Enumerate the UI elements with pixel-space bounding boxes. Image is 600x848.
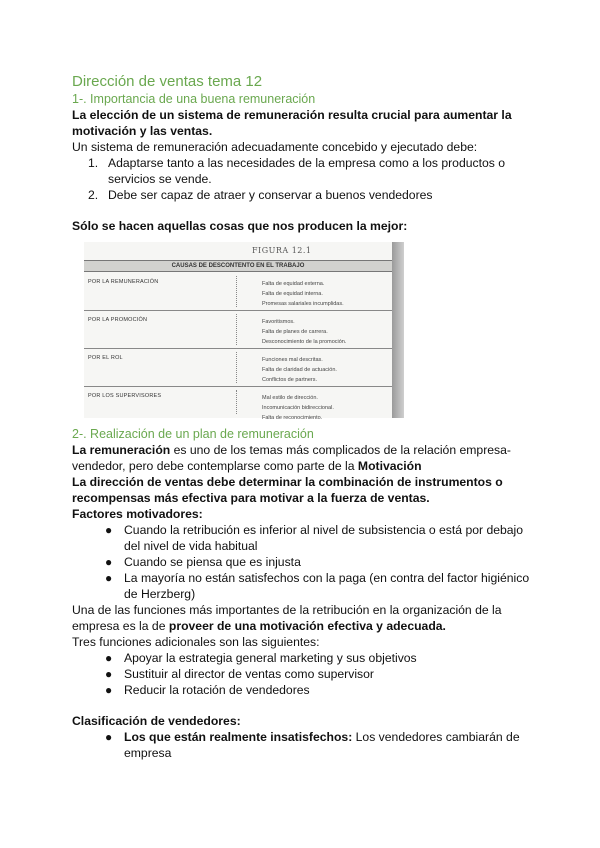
- section2-heading: 2-. Realización de un plan de remuneración: [72, 427, 314, 441]
- page-fold-shadow: [392, 242, 404, 418]
- section1-bold-intro: La elección de un sistema de remuneración resulta crucial para aumentar la motivación y las ventas.: [72, 108, 512, 138]
- list-item: ● Apoyar la estrategia general marketing y sus objetivos: [105, 651, 417, 665]
- section2-paragraph-3: Una de las funciones más importantes de la retribución en la organización de la empresa es la de proveer de una motivación efectiva y adecuada.: [72, 603, 502, 633]
- list-item: 2. Debe ser capaz de atraer y conservar a buenos vendedores: [88, 188, 433, 202]
- figure-table-row: POR EL ROL Funciones mal descritas. Falta de claridad de actuación. Conflictos de partners.: [84, 349, 392, 387]
- section2-paragraph-4: Tres funciones adicionales son las siguientes:: [72, 635, 320, 649]
- document-title: Dirección de ventas tema 12: [72, 73, 263, 90]
- figure-table-row: POR LA PROMOCIÓN Favoritismos. Falta de planes de carrera. Desconocimiento de la promoción.: [84, 311, 392, 349]
- functions-list: [88, 650, 532, 698]
- classification-heading: Clasificación de vendedores:: [72, 714, 241, 728]
- list-item: 1. Adaptarse tanto a las necesidades de la empresa como a los productos o servicios se vende.: [88, 156, 506, 186]
- list-item: ● La mayoría no están satisfechos con la paga (en contra del factor higiénico de Herzberg): [105, 571, 530, 601]
- list-item: ● Reducir la rotación de vendedores: [105, 683, 310, 697]
- figure-caption: FIGURA 12.1: [252, 246, 312, 255]
- list-item: ● Los que están realmente insatisfechos: Los vendedores cambiarán de empresa: [105, 730, 520, 760]
- section1-numbered-list: [88, 155, 532, 203]
- figure-table-row: POR LOS SUPERVISORES Mal estilo de dirección. Incomunicación bidireccional. Falta de reconocimiento.: [84, 387, 392, 417]
- list-item: ● Cuando se piensa que es injusta: [105, 555, 301, 569]
- classification-list: [88, 729, 532, 761]
- list-item: ● Cuando la retribución es inferior al nivel de subsistencia o está por debajo del nivel de vida habitual: [105, 523, 524, 553]
- figure-table-header: CAUSAS DE DESCONTENTO EN EL TRABAJO: [84, 260, 392, 272]
- section1-bold-note: Sólo se hacen aquellas cosas que nos producen la mejor:: [72, 219, 408, 233]
- section2-paragraph-1: La remuneración es uno de los temas más complicados de la relación empresa-vendedor, pero debe contemplarse como parte de la Motivación: [72, 443, 511, 473]
- list-item: ● Sustituir al director de ventas como supervisor: [105, 667, 374, 681]
- section1-heading: 1-. Importancia de una buena remuneración: [72, 92, 316, 106]
- figure-scan: [84, 242, 404, 421]
- document-page: [72, 72, 532, 761]
- figure-table-row: POR LA REMUNERACIÓN Falta de equidad externa. Falta de equidad interna. Promesas salariales incumplidas.: [84, 273, 392, 311]
- section2-paragraph-2: La dirección de ventas debe determinar la combinación de instrumentos o recompensas más efectiva para motivar a la fuerza de ventas.: [72, 475, 503, 505]
- factors-heading: Factores motivadores:: [72, 507, 203, 521]
- factors-list: [88, 522, 532, 602]
- section1-intro: Un sistema de remuneración adecuadamente concebido y ejecutado debe:: [72, 140, 478, 154]
